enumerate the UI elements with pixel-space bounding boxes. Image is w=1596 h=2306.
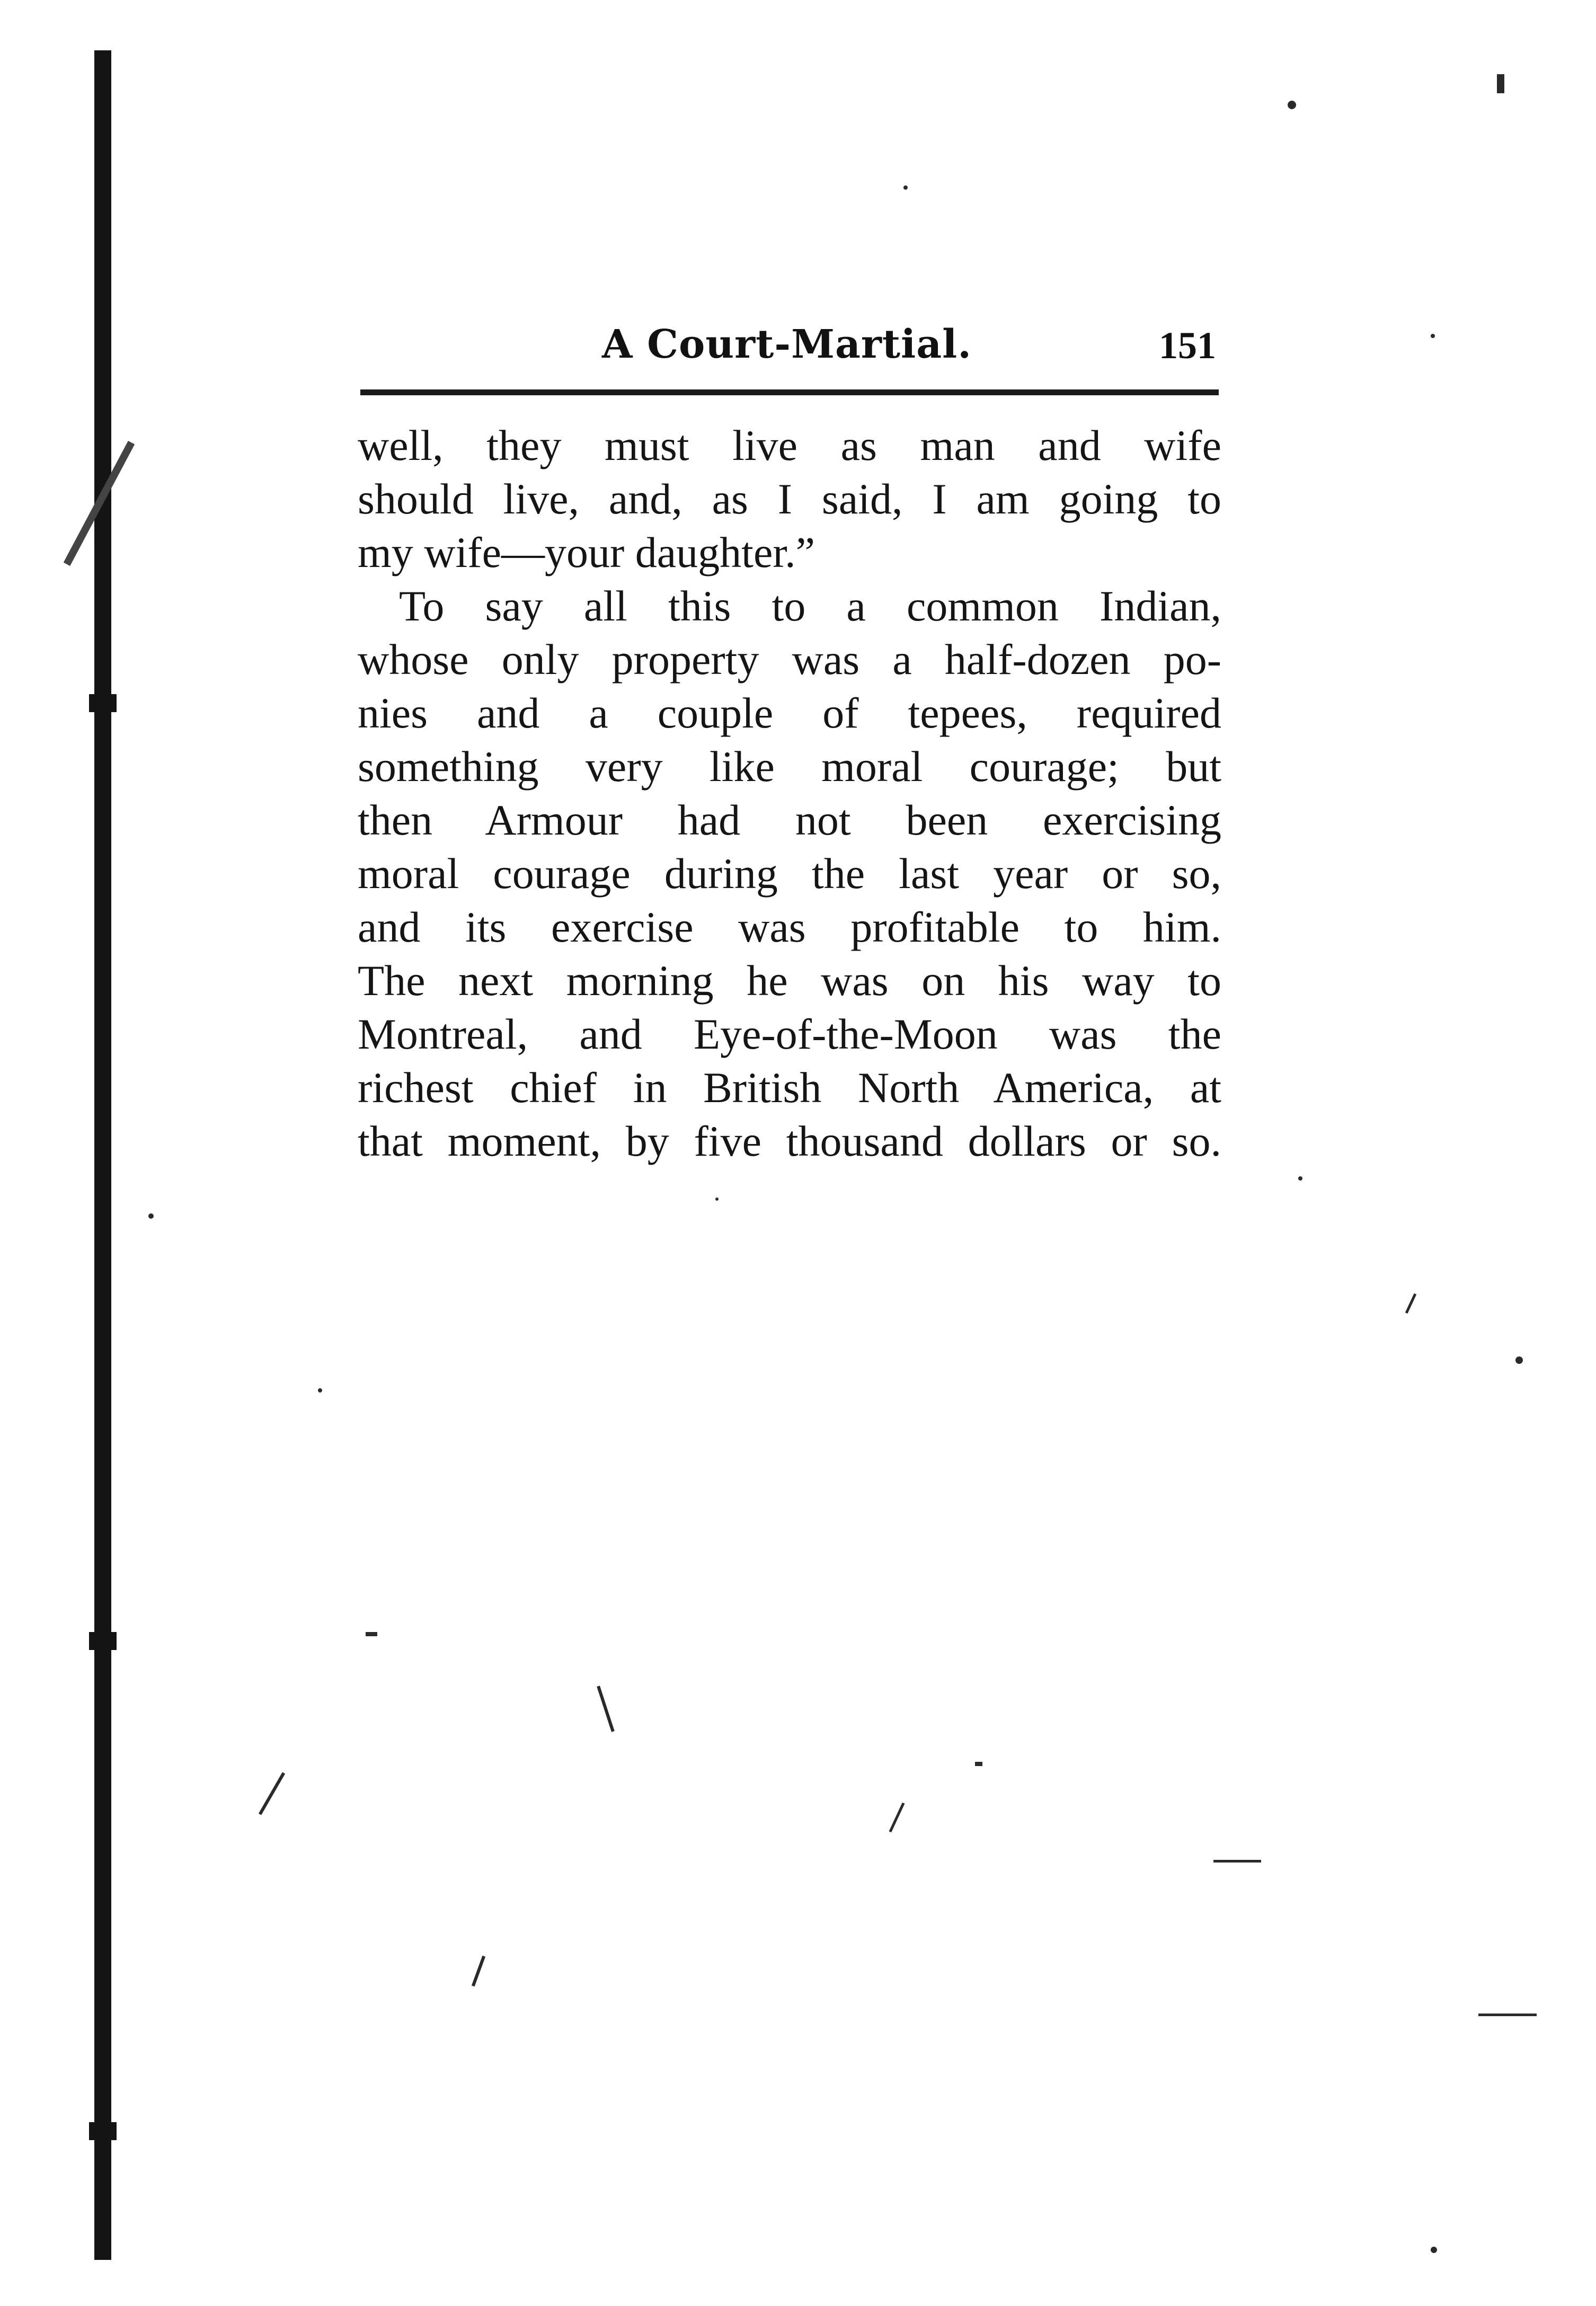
binding-mark — [89, 1632, 117, 1650]
scan-mark — [1405, 1293, 1416, 1314]
text-line: moral courage during the last year or so, — [358, 849, 1221, 898]
text-line: whose only property was a half-dozen po- — [358, 635, 1221, 684]
text-line: well, they must live as man and wife — [358, 421, 1221, 469]
binding-edge — [94, 50, 111, 2260]
scan-mark — [472, 1956, 485, 1986]
scan-mark — [597, 1686, 615, 1732]
text-line: and its exercise was profitable to him. — [358, 903, 1221, 951]
text-line: my wife—your daughter.” — [358, 528, 815, 576]
scan-mark — [715, 1198, 719, 1201]
binding-mark — [89, 694, 117, 712]
body-text — [358, 419, 1221, 1168]
running-title: A Court-Martial. — [601, 322, 972, 367]
scan-mark — [1431, 2247, 1437, 2253]
scan-mark — [1213, 1860, 1261, 1862]
text-line: Montreal, and Eye-of-the-Moon was the — [358, 1010, 1221, 1058]
text-line: then Armour had not been exercising — [358, 796, 1221, 844]
scan-mark — [975, 1762, 982, 1766]
scan-mark — [259, 1772, 285, 1815]
scan-mark — [366, 1632, 377, 1636]
scan-mark — [903, 185, 908, 190]
text-line: something very like moral courage; but — [358, 742, 1221, 791]
text-line: nies and a couple of tepees, required — [358, 689, 1221, 737]
page-number: 151 — [1159, 324, 1216, 367]
header-rule — [360, 389, 1219, 395]
scan-mark — [1515, 1356, 1523, 1364]
scan-mark — [1288, 101, 1296, 109]
running-head — [358, 315, 1216, 374]
scan-mark — [1298, 1176, 1302, 1181]
text-line: that moment, by five thousand dollars or so. — [358, 1117, 1221, 1165]
scan-mark — [318, 1388, 322, 1393]
scan-mark — [1478, 2014, 1537, 2016]
scan-mark — [1497, 74, 1504, 93]
scan-mark — [889, 1803, 905, 1832]
text-line: To say all this to a common Indian, — [399, 582, 1221, 630]
text-line: richest chief in British North America, at — [358, 1063, 1221, 1112]
scan-mark — [148, 1213, 154, 1219]
binding-mark — [89, 2122, 117, 2140]
text-line: should live, and, as I said, I am going to — [358, 475, 1221, 523]
text-line: The next morning he was on his way to — [358, 956, 1221, 1005]
scan-mark — [1431, 334, 1435, 338]
